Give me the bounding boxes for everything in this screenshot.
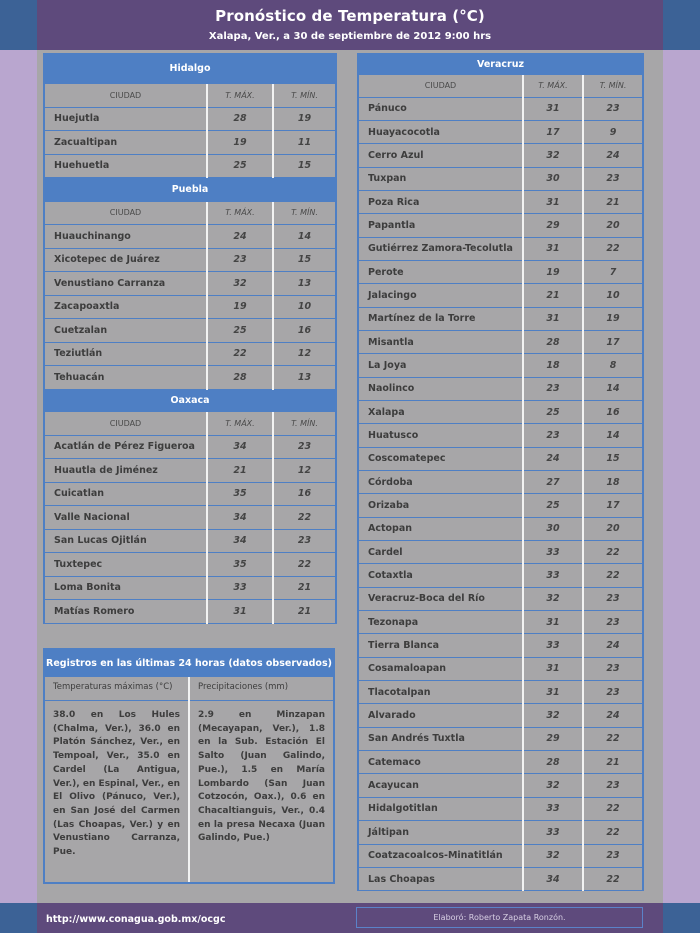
city-name: Loma Bonita (44, 576, 207, 600)
min-temp-value: 23 (273, 529, 336, 553)
max-temp-value: 29 (523, 214, 583, 237)
page-subtitle: Xalapa, Ver., a 30 de septiembre de 2012 9:00 hrs (208, 31, 492, 42)
corner-decoration (663, 0, 700, 50)
column-header-row (44, 84, 336, 107)
city-name: Martínez de la Torre (358, 307, 523, 330)
max-temp-value: 21 (523, 284, 583, 307)
column-header-tmax: T. MÁX. (207, 202, 273, 225)
min-temp-value: 22 (583, 867, 643, 890)
min-temp-value: 17 (583, 330, 643, 353)
table-row (44, 435, 336, 459)
table-row (358, 120, 643, 143)
max-temp-value: 29 (523, 727, 583, 750)
table-row (358, 284, 643, 307)
max-temp-value: 33 (523, 541, 583, 564)
max-temp-value: 34 (207, 435, 273, 459)
table-row (44, 295, 336, 319)
city-name: Cuicatlan (44, 482, 207, 506)
max-temp-value: 27 (523, 471, 583, 494)
max-temp-text: 38.0 en Los Hules (Chalma, Ver.), 36.0 en Platón Sánchez, Ver., en Tempoal, Ver., 35.0 en Cardel (La Antigua, Ver.), en Espinal, Ver., en El Olivo (Pánuco, Ver.), en San José del Carmen (Las Choapas, Ver.) y en Venustiano Carranza, Pue. (53, 710, 180, 858)
corner-decoration (0, 903, 37, 933)
region-header-hidalgo (44, 53, 336, 84)
min-temp-value: 23 (273, 435, 336, 459)
table-row (358, 354, 643, 377)
min-temp-value: 10 (273, 295, 336, 319)
column-header-tmin: T. MÍN. (273, 202, 336, 225)
max-temp-value: 32 (523, 844, 583, 867)
max-temp-value: 30 (523, 517, 583, 540)
table-row (358, 564, 643, 587)
max-temp-value: 25 (523, 400, 583, 423)
max-temp-value: 31 (523, 190, 583, 213)
max-temp-value: 31 (523, 611, 583, 634)
max-temp-column (45, 677, 188, 882)
city-name: Gutiérrez Zamora-Tecolutla (358, 237, 523, 260)
table-row (44, 107, 336, 131)
city-name: Tlacotalpan (358, 681, 523, 704)
table-row (358, 751, 643, 774)
precip-text: 2.9 en Minzapan (Mecayapan, Ver.), 1.8 en la Sub. Estación El Salto (Juan Galindo, Pue.), 1.5 en María Lombardo (San Juan Cotzocón, Oax.), 0.6 en Chacaltianguis, Ver., 0.4 en la presa Necaxa (Juan Galindo, Pue.) (198, 710, 325, 844)
min-temp-value: 17 (583, 494, 643, 517)
table-row (44, 366, 336, 390)
author-credit: Elaboró: Roberto Zapata Ronzón. (356, 907, 643, 928)
min-temp-value: 21 (273, 600, 336, 624)
min-temp-value: 14 (583, 424, 643, 447)
column-header-city: CIUDAD (358, 75, 523, 97)
min-temp-value: 23 (583, 657, 643, 680)
city-name: Huauchinango (44, 225, 207, 249)
min-temp-value: 23 (583, 587, 643, 610)
column-header-city: CIUDAD (44, 412, 207, 435)
table-row (358, 97, 643, 120)
table-row (358, 447, 643, 470)
table-row (358, 821, 643, 844)
min-temp-value: 23 (583, 681, 643, 704)
max-temp-value: 19 (207, 131, 273, 155)
city-name: Papantla (358, 214, 523, 237)
min-temp-value: 24 (583, 634, 643, 657)
max-temp-value: 31 (523, 97, 583, 120)
column-header-row (358, 75, 643, 97)
min-temp-value: 22 (583, 541, 643, 564)
max-temp-value: 25 (523, 494, 583, 517)
city-name: Tezonapa (358, 611, 523, 634)
table-row (358, 634, 643, 657)
min-temp-value: 12 (273, 342, 336, 366)
city-name: Córdoba (358, 471, 523, 494)
city-name: Las Choapas (358, 867, 523, 890)
city-name: Naolinco (358, 377, 523, 400)
region-header-veracruz (358, 53, 643, 75)
max-temp-value: 28 (207, 366, 273, 390)
city-name: Jáltipan (358, 821, 523, 844)
page-header (37, 0, 663, 50)
min-temp-value: 15 (583, 447, 643, 470)
city-name: Alvarado (358, 704, 523, 727)
max-temp-value: 28 (523, 330, 583, 353)
city-name: Huayacocotla (358, 120, 523, 143)
precip-column (188, 677, 333, 882)
table-row (358, 611, 643, 634)
min-temp-value: 16 (273, 319, 336, 343)
table-row (358, 330, 643, 353)
max-temp-value: 35 (207, 482, 273, 506)
table-row (358, 704, 643, 727)
city-name: Catemaco (358, 751, 523, 774)
min-temp-value: 22 (273, 553, 336, 577)
max-temp-value: 28 (207, 107, 273, 131)
column-header-tmin: T. MÍN. (583, 75, 643, 97)
observed-records-panel (43, 648, 335, 884)
min-temp-value: 20 (583, 517, 643, 540)
table-row (358, 587, 643, 610)
region-header-oaxaca (44, 389, 336, 412)
min-temp-value: 16 (583, 400, 643, 423)
table-row (44, 600, 336, 624)
min-temp-value: 23 (583, 611, 643, 634)
min-temp-value: 15 (273, 154, 336, 178)
table-row (358, 867, 643, 890)
max-temp-value: 25 (207, 154, 273, 178)
column-header-row (44, 202, 336, 225)
min-temp-value: 19 (583, 307, 643, 330)
website-link[interactable]: http://www.conagua.gob.mx/ocgc (46, 914, 226, 925)
max-temp-value: 30 (523, 167, 583, 190)
table-row (44, 576, 336, 600)
min-temp-value: 14 (273, 225, 336, 249)
column-header-tmax: T. MÁX. (523, 75, 583, 97)
max-temp-value: 34 (207, 529, 273, 553)
city-name: Huautla de Jiménez (44, 459, 207, 483)
max-temp-value: 31 (207, 600, 273, 624)
min-temp-value: 21 (273, 576, 336, 600)
city-name: Poza Rica (358, 190, 523, 213)
table-row (44, 225, 336, 249)
max-temp-value: 31 (523, 307, 583, 330)
max-temp-value: 25 (207, 319, 273, 343)
min-temp-value: 13 (273, 272, 336, 296)
max-temp-value: 33 (523, 564, 583, 587)
city-name: Tierra Blanca (358, 634, 523, 657)
max-temp-value: 22 (207, 342, 273, 366)
max-temp-value: 23 (207, 248, 273, 272)
max-temp-value: 33 (523, 821, 583, 844)
table-row (44, 319, 336, 343)
city-name: Jalacingo (358, 284, 523, 307)
min-temp-value: 15 (273, 248, 336, 272)
table-row (358, 260, 643, 283)
table-row (358, 494, 643, 517)
table-row (358, 190, 643, 213)
city-name: Matías Romero (44, 600, 207, 624)
precip-label: Precipitaciones (mm) (190, 677, 333, 701)
table-row (358, 167, 643, 190)
table-row (358, 214, 643, 237)
table-row (358, 144, 643, 167)
max-temp-value: 19 (523, 260, 583, 283)
city-name: Misantla (358, 330, 523, 353)
table-row (358, 541, 643, 564)
city-name: Tuxtepec (44, 553, 207, 577)
min-temp-value: 24 (583, 144, 643, 167)
min-temp-value: 22 (583, 797, 643, 820)
column-header-city: CIUDAD (44, 84, 207, 107)
min-temp-value: 22 (273, 506, 336, 530)
max-temp-value: 32 (523, 144, 583, 167)
city-name: Orizaba (358, 494, 523, 517)
min-temp-value: 23 (583, 844, 643, 867)
city-name: Actopan (358, 517, 523, 540)
max-temp-value: 24 (523, 447, 583, 470)
city-name: San Lucas Ojitlán (44, 529, 207, 553)
max-temp-value: 31 (523, 681, 583, 704)
min-temp-value: 24 (583, 704, 643, 727)
table-row (44, 154, 336, 178)
max-temp-value: 28 (523, 751, 583, 774)
city-name: Pánuco (358, 97, 523, 120)
min-temp-value: 10 (583, 284, 643, 307)
page-footer (37, 903, 663, 933)
veracruz-forecast-table (357, 53, 644, 891)
city-name: Cerro Azul (358, 144, 523, 167)
table-row (44, 248, 336, 272)
column-header-city: CIUDAD (44, 202, 207, 225)
table-row (358, 681, 643, 704)
city-name: Coatzacoalcos-Minatitlán (358, 844, 523, 867)
city-name: Acayucan (358, 774, 523, 797)
city-name: Cardel (358, 541, 523, 564)
max-temp-value: 21 (207, 459, 273, 483)
min-temp-value: 19 (273, 107, 336, 131)
min-temp-value: 14 (583, 377, 643, 400)
table-row (358, 727, 643, 750)
min-temp-value: 16 (273, 482, 336, 506)
city-name: Xalapa (358, 400, 523, 423)
content-area (37, 50, 663, 903)
region-header-puebla (44, 178, 336, 202)
city-name: Cosamaloapan (358, 657, 523, 680)
table-row (358, 774, 643, 797)
region-name: Hidalgo (44, 53, 336, 84)
column-header-tmin: T. MÍN. (273, 84, 336, 107)
city-name: Teziutlán (44, 342, 207, 366)
table-row (44, 131, 336, 155)
max-temp-value: 18 (523, 354, 583, 377)
table-row (358, 237, 643, 260)
left-forecast-table (43, 53, 337, 624)
min-temp-value: 11 (273, 131, 336, 155)
city-name: Zacapoaxtla (44, 295, 207, 319)
max-temp-value: 32 (523, 587, 583, 610)
region-name: Veracruz (358, 53, 643, 75)
column-header-tmax: T. MÁX. (207, 412, 273, 435)
table-row (358, 307, 643, 330)
city-name: Huatusco (358, 424, 523, 447)
city-name: Hidalgotitlan (358, 797, 523, 820)
min-temp-value: 21 (583, 751, 643, 774)
max-temp-value: 32 (523, 704, 583, 727)
city-name: Zacualtipan (44, 131, 207, 155)
max-temp-value: 35 (207, 553, 273, 577)
city-name: San Andrés Tuxtla (358, 727, 523, 750)
table-row (358, 471, 643, 494)
city-name: Cotaxtla (358, 564, 523, 587)
column-header-row (44, 412, 336, 435)
max-temp-value: 24 (207, 225, 273, 249)
city-name: Cuetzalan (44, 319, 207, 343)
max-temp-value: 34 (523, 867, 583, 890)
column-header-tmax: T. MÁX. (207, 84, 273, 107)
table-row (358, 797, 643, 820)
min-temp-value: 20 (583, 214, 643, 237)
table-row (358, 400, 643, 423)
max-temp-value: 31 (523, 657, 583, 680)
min-temp-value: 22 (583, 564, 643, 587)
corner-decoration (0, 0, 37, 50)
city-name: Valle Nacional (44, 506, 207, 530)
max-temp-value: 33 (523, 797, 583, 820)
min-temp-value: 18 (583, 471, 643, 494)
table-row (358, 377, 643, 400)
max-temp-value: 33 (207, 576, 273, 600)
min-temp-value: 23 (583, 167, 643, 190)
city-name: Xicotepec de Juárez (44, 248, 207, 272)
city-name: Huejutla (44, 107, 207, 131)
table-row (44, 272, 336, 296)
table-row (44, 342, 336, 366)
table-row (358, 657, 643, 680)
column-header-tmin: T. MÍN. (273, 412, 336, 435)
table-row (44, 506, 336, 530)
min-temp-value: 7 (583, 260, 643, 283)
min-temp-value: 22 (583, 727, 643, 750)
page-title: Pronóstico de Temperatura (°C) (215, 7, 485, 25)
city-name: La Joya (358, 354, 523, 377)
max-temp-value: 33 (523, 634, 583, 657)
min-temp-value: 21 (583, 190, 643, 213)
city-name: Tehuacán (44, 366, 207, 390)
max-temp-value: 23 (523, 377, 583, 400)
min-temp-value: 22 (583, 821, 643, 844)
max-temp-label: Temperaturas máximas (°C) (45, 677, 188, 701)
min-temp-value: 13 (273, 366, 336, 390)
table-row (358, 844, 643, 867)
table-row (44, 553, 336, 577)
table-row (44, 529, 336, 553)
max-temp-value: 17 (523, 120, 583, 143)
table-row (358, 517, 643, 540)
city-name: Venustiano Carranza (44, 272, 207, 296)
region-name: Oaxaca (44, 389, 336, 412)
city-name: Veracruz-Boca del Río (358, 587, 523, 610)
table-row (358, 424, 643, 447)
max-temp-value: 32 (207, 272, 273, 296)
min-temp-value: 23 (583, 774, 643, 797)
max-temp-value: 31 (523, 237, 583, 260)
region-name: Puebla (44, 178, 336, 202)
table-row (44, 459, 336, 483)
corner-decoration (663, 903, 700, 933)
max-temp-value: 23 (523, 424, 583, 447)
city-name: Huehuetla (44, 154, 207, 178)
min-temp-value: 23 (583, 97, 643, 120)
max-temp-value: 34 (207, 506, 273, 530)
max-temp-value: 32 (523, 774, 583, 797)
table-row (44, 482, 336, 506)
min-temp-value: 9 (583, 120, 643, 143)
city-name: Coscomatepec (358, 447, 523, 470)
min-temp-value: 22 (583, 237, 643, 260)
observed-records-title: Registros en las últimas 24 horas (datos observados) (45, 650, 333, 677)
city-name: Perote (358, 260, 523, 283)
city-name: Acatlán de Pérez Figueroa (44, 435, 207, 459)
max-temp-value: 19 (207, 295, 273, 319)
min-temp-value: 12 (273, 459, 336, 483)
city-name: Tuxpan (358, 167, 523, 190)
min-temp-value: 8 (583, 354, 643, 377)
